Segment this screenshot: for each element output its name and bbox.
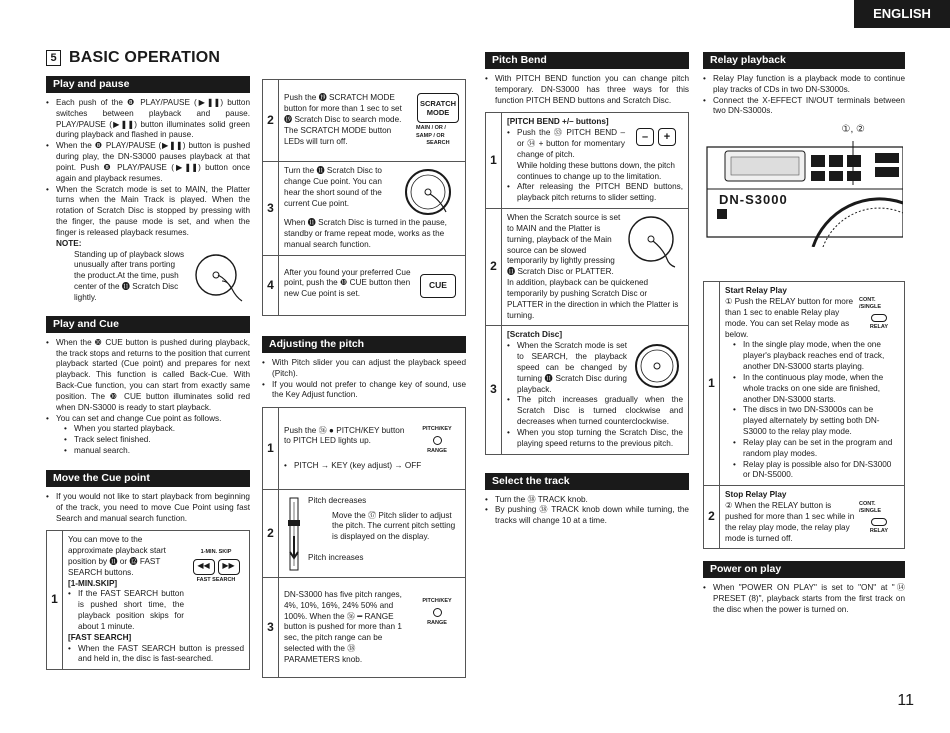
cue-sub-list (56, 424, 250, 456)
cont-single-caption: CONT. /SINGLE (859, 297, 882, 311)
relay-button-image (859, 297, 899, 331)
step-content (279, 80, 466, 162)
power-on-list (703, 583, 905, 615)
column-2 (262, 79, 466, 678)
note-text: Standing up of playback slows unusually after trans porting the product.At the time, push center of the ⓫ Scratch Disc lightly. (74, 249, 185, 302)
scratch-disc-icon (631, 341, 683, 391)
step-text: DN-S3000 has five pitch ranges, 4%, 10%, 16%, 24% 50% and 100%. When the ㊱ ━ RANGE button is pushed for more than 1 sec, the pitch range can be selected with the ㊳ PARAMETERS knob. (284, 589, 402, 664)
list-item: • After releasing the PITCH BEND buttons, playback pitch returns to slider setting. (507, 182, 683, 204)
note-row (46, 250, 250, 304)
table-row (263, 490, 466, 578)
step-text-2: In addition, playback can be quickened temporarily by pushing Scratch Disc or PLATTER in the direction in which the Platter is turning. (507, 278, 679, 320)
relay-button-image (859, 501, 899, 535)
pitch-bend-heading: Pitch Bend (485, 52, 689, 69)
fast-search-buttons-image (188, 549, 244, 584)
pitch-bend-steps (485, 112, 689, 454)
scratch-disc-label: [Scratch Disc] (507, 330, 563, 340)
step-number: 1 (486, 113, 502, 209)
table-row (263, 162, 466, 256)
cue-button-label: CUE (420, 274, 456, 298)
cue-button-image (416, 268, 460, 304)
step-text: ① Push the RELAY button for more than 1 sec to enable Relay play mode. You can set Relay mode as below. (725, 297, 854, 339)
list-item: • By pushing ㊳ TRACK knob down while turning, the tracks will change 10 at a time. (485, 505, 689, 527)
note-label: NOTE: (56, 238, 82, 248)
step-content (279, 490, 466, 578)
step-text: After you found your preferred Cue point, push the ❿ CUE button then new Cue point is set. (284, 267, 411, 299)
fast-search-caption: FAST SEARCH (196, 576, 236, 583)
step-number: 2 (704, 486, 720, 549)
relay-button-icon (871, 518, 887, 526)
step-content (502, 209, 689, 326)
fast-forward-icon: ▶▶ (218, 559, 240, 575)
step-content (279, 578, 466, 678)
list-item: • Relay play can be set in the program and random play modes. (725, 438, 899, 460)
move-cue-heading: Move the Cue point (46, 470, 250, 487)
list-item: • If the FAST SEARCH button is pushed short time, the playback position skips for about 1 minute. (68, 589, 184, 632)
step-number: 4 (263, 256, 279, 316)
list-item: • If you would not like to start playback from beginning of the track, you need to move Cue Point using fast Search and manual search function. (46, 492, 250, 524)
power-on-heading: Power on play (703, 561, 905, 578)
section-title: BASIC OPERATION (69, 49, 221, 67)
scratch-disc-icon (400, 166, 460, 218)
table-row (263, 256, 466, 316)
step-number: 2 (263, 80, 279, 162)
list-item: • When you started playback. (56, 424, 250, 435)
step-number: 1 (704, 282, 720, 486)
relay-list (703, 74, 905, 117)
relay-caption: RELAY (869, 527, 889, 534)
step-content (63, 531, 250, 670)
list-item: • Push the ㉝ PITCH BEND – or ㉞ + button for momentary change of pitch. (507, 128, 625, 160)
column-4 (703, 52, 905, 616)
table-row (263, 578, 466, 678)
move-cue-steps (46, 530, 250, 670)
skip-label: [1-MIN.SKIP] (68, 578, 118, 588)
pitch-bend-buttons-label: [PITCH BEND +/– buttons] (507, 117, 609, 127)
list-item: • manual search. (56, 446, 250, 457)
list-item: • When "POWER ON PLAY" is set to "ON" at "⑭ PRESET (8)", playback starts from the first track on the disc when the power is turned on. (703, 583, 905, 615)
section-title-row (46, 48, 250, 68)
play-pause-list (46, 98, 250, 239)
scratch-mode-sub: MAIN / OR / SAMP / OR (416, 125, 446, 139)
fast-search-label: [FAST SEARCH] (68, 632, 132, 642)
pitch-slider-icon (284, 496, 304, 572)
range-caption: RANGE (427, 447, 447, 454)
list-item: • When the Scratch mode is set to SEARCH, the playback speed can be changed by turning ⓫ Scratch Disc during playback. (507, 341, 627, 395)
device-illustration (703, 124, 903, 237)
section-number: 5 (46, 50, 61, 66)
stop-relay-heading: Stop Relay Play (725, 490, 787, 500)
step-content (279, 256, 466, 316)
move-cue-list (46, 492, 250, 524)
pitch-key-caption: PITCH/KEY (422, 425, 452, 432)
scratch-mode-sub2: SEARCH (426, 139, 450, 146)
list-item: • When you stop turning the Scratch Disc, the playing speed returns to the previous pitch. (507, 428, 683, 450)
select-track-heading: Select the track (485, 473, 689, 490)
table-row (486, 326, 689, 454)
pitch-bend-buttons-image (629, 128, 683, 146)
select-track-list (485, 495, 689, 527)
step-text: Move the ㊲ Pitch slider to adjust the pitch. The current pitch setting is displayed on the display. (332, 510, 456, 542)
step-text: ② When the RELAY button is pushed for more than 1 sec while in the relay play mode, the relay play mode is turned off. (725, 501, 855, 543)
adjust-pitch-list (262, 358, 466, 401)
page-number: 11 (897, 691, 914, 709)
step-number: 2 (486, 209, 502, 326)
range-button-icon (433, 608, 442, 617)
step-content (279, 408, 466, 490)
table-row (263, 80, 466, 162)
adjust-pitch-heading: Adjusting the pitch (262, 336, 466, 353)
list-item: • When the FAST SEARCH button is pressed and held in, the disc is fast-searched. (68, 644, 244, 666)
relay-heading: Relay playback (703, 52, 905, 69)
pitch-key-button-icon (433, 436, 442, 445)
pitch-bend-list (485, 74, 689, 106)
list-item: • PITCH → KEY (key adjust) → OFF (284, 461, 460, 472)
relay-caption: RELAY (869, 323, 889, 330)
list-item: • Each push of the ❽ PLAY/PAUSE (▶❚❚) button switches between playback and pause. PLAY/PAUSE (▶❚❚) button illuminates solid green during playback and flashed in pause. (46, 98, 250, 141)
list-item: • In the single play mode, when the one player's playback reaches end of track, another DN-S3000 starts playing. (725, 340, 899, 372)
step-content (502, 113, 689, 209)
list-item: • Relay Play function is a playback mode to continue play tracks of CDs in two DN-S3000s. (703, 74, 905, 96)
list-item: • Turn the ㊳ TRACK knob. (485, 495, 689, 506)
scratch-mode-label: SCRATCH MODE (417, 93, 459, 123)
list-item-text: You can set and change Cue point as follows. (56, 413, 222, 423)
play-cue-list (46, 338, 250, 457)
list-item: • When the ❽ PLAY/PAUSE (▶❚❚) button is pushed during play, the DN-S3000 pauses playback at that point. Push ❽ PLAY/PAUSE (▶❚❚) button once again and playback resumes. (46, 141, 250, 184)
minus-icon: – (636, 128, 654, 146)
finger-disc-icon (192, 250, 250, 304)
relay-steps (703, 281, 905, 549)
list-item: • The pitch increases gradually when the Scratch Disc is turned clockwise and decreases when turned counterclockwise. (507, 395, 683, 427)
device-name: DN-S3000 (719, 192, 788, 208)
step-text-2: When ⓫ Scratch Disc is turned in the pause, standby or frame repeat mode, works as the manual search function. (284, 218, 447, 249)
step-number: 3 (486, 326, 502, 454)
list-item: • With Pitch slider you can adjust the playback speed (Pitch). (262, 358, 466, 380)
cont-single-caption: CONT. /SINGLE (859, 501, 882, 515)
table-row (486, 209, 689, 326)
list-item: • Relay play is possible also for DN-S3000 or DN-S5000. (725, 460, 899, 482)
column-3 (485, 52, 689, 527)
play-pause-heading: Play and pause (46, 76, 250, 93)
step-text: While holding these buttons down, the pitch continues to change up to the limitation. (517, 160, 675, 181)
range-caption: RANGE (427, 620, 447, 627)
step-number: 3 (263, 578, 279, 678)
table-row (704, 282, 905, 486)
start-relay-heading: Start Relay Play (725, 286, 787, 296)
table-row (704, 486, 905, 549)
relay-sub-list (725, 340, 899, 481)
relay-button-icon (871, 314, 887, 322)
table-row (486, 113, 689, 209)
scratch-mode-button-image (416, 93, 460, 147)
play-cue-heading: Play and Cue (46, 316, 250, 333)
list-item: • With PITCH BEND function you can change pitch temporary. DN-S3000 has three ways for this function PITCH BEND buttons and Scratch Disc. (485, 74, 689, 106)
step-number: 2 (263, 490, 279, 578)
scratch-steps (262, 79, 466, 316)
step-text: Push the ⓳ SCRATCH MODE button for more than 1 sec to set ⓳ Scratch Disc to search mode. The SCRATCH MODE button LEDs will turn off. (284, 93, 402, 146)
skip-caption: 1-MIN. SKIP (200, 549, 232, 556)
list-item: • Connect the X-EFFECT IN/OUT terminals between two DN-S3000s. (703, 96, 905, 118)
pitch-key-caption: PITCH/KEY (422, 597, 452, 604)
list-item: • When the Scratch mode is set to MAIN, the Platter turns when the Main Track is played. When the rotation of Scratch Disc is stopped by pressing with the finger, the pause mode is set, and when the finger is released playback resumes. (46, 185, 250, 239)
step-content (279, 162, 466, 256)
callout-label: ①, ② (841, 124, 865, 136)
step-content (720, 282, 905, 486)
step-number: 1 (47, 531, 63, 670)
pitch-increases-label: Pitch increases (308, 553, 364, 563)
list-item: • If you would not prefer to change key of sound, use the Key Adjust function. (262, 380, 466, 402)
platter-press-icon (625, 213, 683, 269)
column-1 (46, 48, 250, 670)
plus-icon: + (658, 128, 676, 146)
step-text: Turn the ⓫ Scratch Disc to change Cue point. You can hear the short sound of the current Cue point. (284, 166, 382, 208)
rewind-icon: ◀◀ (193, 559, 215, 575)
step-number: 1 (263, 408, 279, 490)
step-text: When the Scratch source is set to MAIN and the Platter is turning, playback of the Main source can be slowed temporarily by lightly pressing ⓫ Scratch Disc or PLATTER. (507, 213, 621, 277)
list-item (46, 414, 250, 457)
table-row (263, 408, 466, 490)
list-item: • In the continuous play mode, when the whole tracks on one side are finished, another DN-S3000 starts. (725, 373, 899, 405)
list-item: • Track select finished. (56, 435, 250, 446)
pitch-key-button-image (414, 426, 460, 456)
step-content (720, 486, 905, 549)
step-content (502, 326, 689, 454)
range-button-image (414, 598, 460, 628)
language-tab: ENGLISH (854, 0, 950, 28)
step-intro: You can move to the approximate playback start position by ⓫ or ⓬ FAST SEARCH buttons. (68, 535, 166, 577)
list-item: • When the ❿ CUE button is pushed during playback, the track stops and returns to the position that current playback started (Cue point) and prepares for next playback. This function is called Back-Cue. With Back-Cue function, you can start from exactly same position. The ❿ CUE button illuminates solid red when DN-S3000 is ready to start playback. (46, 338, 250, 414)
pitch-steps (262, 407, 466, 678)
step-number: 3 (263, 162, 279, 256)
pitch-decreases-label: Pitch decreases (308, 495, 367, 505)
list-item: • The discs in two DN-S3000s can be played alternately by setting both DN-S3000 to the relay play mode. (725, 405, 899, 437)
step-text: Push the ㊱ ● PITCH/KEY button to PITCH LED lights up. (284, 425, 405, 446)
table-row (47, 531, 250, 670)
